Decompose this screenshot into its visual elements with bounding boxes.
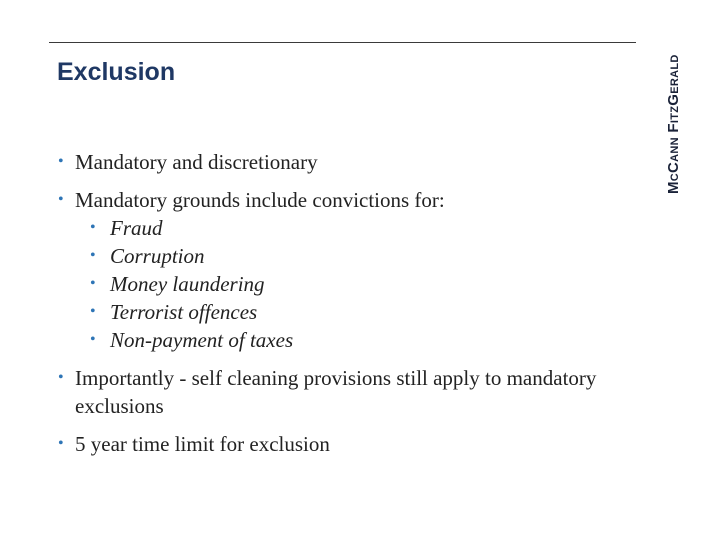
bullet-item [58,148,628,176]
bullet-icon: • [58,153,64,170]
bullet-icon: • [58,369,64,386]
sub-bullet-icon: • [90,219,96,236]
sub-bullet-list [75,214,628,354]
sub-bullet-item [75,326,628,354]
sub-bullet-text: Corruption [110,244,205,268]
sub-bullet-icon: • [90,331,96,348]
sub-bullet-icon: • [90,275,96,292]
slide-title: Exclusion [57,58,176,86]
bullet-item [58,364,628,420]
bullet-list [58,148,628,458]
sub-bullet-item [75,214,628,242]
mccann-fitzgerald-logo: McCann FitzGerald [665,54,682,194]
bullet-icon: • [58,191,64,208]
bullet-item [58,430,628,458]
bullet-text: Mandatory and discretionary [75,150,318,174]
bullet-text: Importantly - self cleaning provisions still apply to mandatory exclusions [75,366,597,418]
sub-bullet-item [75,270,628,298]
sub-bullet-icon: • [90,303,96,320]
sub-bullet-text: Non-payment of taxes [110,328,294,352]
bullet-item [58,186,628,354]
bullet-text: 5 year time limit for exclusion [75,432,330,456]
bullet-text: Mandatory grounds include convictions for: [75,188,445,212]
sub-bullet-text: Fraud [110,216,163,240]
sub-bullet-text: Terrorist offences [110,300,258,324]
bullet-icon: • [58,435,64,452]
sub-bullet-icon: • [90,247,96,264]
sub-bullet-item [75,298,628,326]
sub-bullet-item [75,242,628,270]
title-divider [49,42,636,43]
sub-bullet-text: Money laundering [110,272,265,296]
